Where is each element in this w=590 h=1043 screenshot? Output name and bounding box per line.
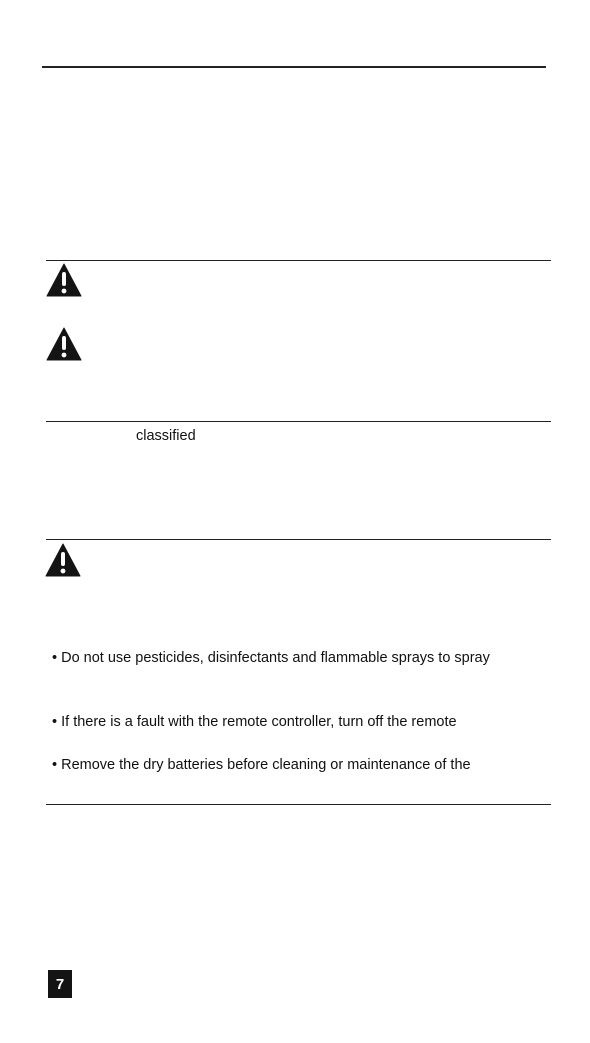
section-divider xyxy=(46,804,551,805)
warning-triangle-icon xyxy=(45,543,81,577)
warning-triangle-icon xyxy=(46,263,82,297)
warning-triangle-icon xyxy=(46,327,82,361)
bullet-item: • Do not use pesticides, disinfectants and flammable sprays to spray xyxy=(52,650,490,666)
header-rule xyxy=(42,66,546,68)
section-divider xyxy=(46,421,551,422)
classified-text: classified xyxy=(136,428,196,444)
section-divider xyxy=(46,260,551,261)
page-number: 7 xyxy=(55,975,65,993)
section-divider xyxy=(46,539,551,540)
page-number-badge xyxy=(48,970,72,998)
bullet-item: • Remove the dry batteries before cleaning or maintenance of the xyxy=(52,757,471,773)
bullet-item: • If there is a fault with the remote controller, turn off the remote xyxy=(52,714,457,730)
